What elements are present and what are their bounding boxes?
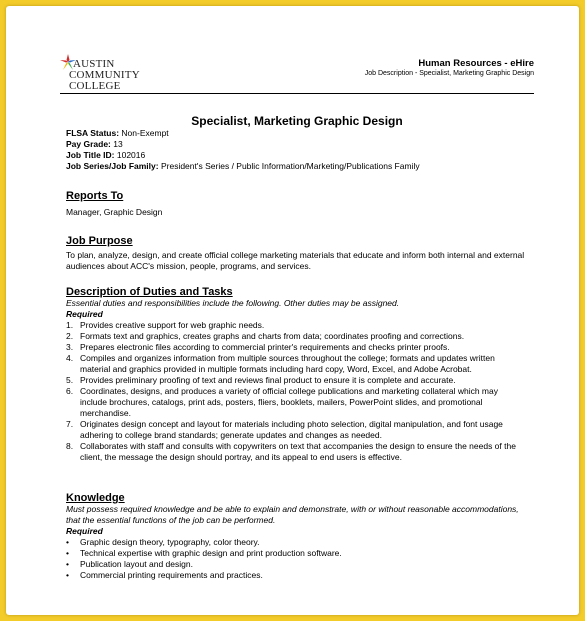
item-number: 7. xyxy=(66,419,74,429)
list-item xyxy=(66,441,526,463)
meta-row xyxy=(66,128,420,139)
item-text: Provides preliminary proofing of text and reviews final product to ensure it is complete and accurate. xyxy=(80,375,456,385)
knowledge-list xyxy=(66,537,526,581)
item-text: Provides creative support for web graphic needs. xyxy=(80,320,265,330)
bullet-icon: • xyxy=(66,570,69,580)
section-heading: Knowledge xyxy=(66,492,125,504)
required-label: Required xyxy=(66,309,103,319)
list-item xyxy=(66,559,526,570)
section-heading: Description of Duties and Tasks xyxy=(66,286,233,298)
meta-row xyxy=(66,150,420,161)
meta-row xyxy=(66,161,420,172)
meta-value: 13 xyxy=(113,139,123,149)
list-item xyxy=(66,353,526,375)
header-divider xyxy=(60,93,534,94)
meta-label: Pay Grade: xyxy=(66,139,111,149)
item-text: Collaborates with staff and consults with copywriters on text that accompanies the design to ensure the needs of the client, the message the design should portray, and its appeal to end users is effective. xyxy=(80,441,516,462)
duties-list xyxy=(66,320,526,463)
list-item xyxy=(66,570,526,581)
logo-line-1: AUSTIN xyxy=(73,58,115,70)
header-subtitle: Job Description - Specialist, Marketing Graphic Design xyxy=(364,70,534,77)
document-title: Specialist, Marketing Graphic Design xyxy=(191,114,403,128)
section-intro: Essential duties and responsibilities include the following. Other duties may be assigned. xyxy=(66,298,400,308)
meta-value: Non-Exempt xyxy=(121,128,169,138)
bullet-icon: • xyxy=(66,559,69,569)
section-duties xyxy=(66,286,526,463)
section-reports-to xyxy=(66,190,526,218)
list-item xyxy=(66,331,526,342)
item-number: 1. xyxy=(66,320,74,330)
job-meta xyxy=(66,128,420,172)
section-job-purpose xyxy=(66,235,526,272)
list-item xyxy=(66,419,526,441)
item-number: 5. xyxy=(66,375,74,385)
item-text: Compiles and organizes information from multiple sources throughout the college; formats and updates written material and graphics provided in multiple formats including hard copy, Word, Excel, and Adobe Acrobat. xyxy=(80,353,495,374)
item-text: Originates design concept and layout for materials including photo selection, digital manipulation, and font usage adhering to college brand standards; generate updates and changes as needed. xyxy=(80,419,503,440)
logo-line-2: COMMUNITY xyxy=(69,69,140,81)
meta-value: President's Series / Public Information/Marketing/Publications Family xyxy=(160,161,420,171)
meta-label: FLSA Status: xyxy=(66,128,120,138)
section-knowledge xyxy=(66,492,526,581)
item-text: Technical expertise with graphic design and print production software. xyxy=(80,548,342,558)
meta-label: Job Series/Job Family: xyxy=(66,161,159,171)
list-item xyxy=(66,537,526,548)
list-item xyxy=(66,548,526,559)
section-intro: Must possess required knowledge and be able to explain and demonstrate, with or without reasonable accommodations, that the essential functions of the job can be performed. xyxy=(66,504,519,525)
item-number: 4. xyxy=(66,353,74,363)
bullet-icon: • xyxy=(66,537,69,547)
item-text: Formats text and graphics, creates graphs and charts from data; coordinates proofing and corrections. xyxy=(80,331,465,341)
meta-label: Job Title ID: xyxy=(66,150,115,160)
section-heading: Reports To xyxy=(66,190,124,202)
item-text: Graphic design theory, typography, color theory. xyxy=(80,537,260,547)
section-text: To plan, analyze, design, and create official college marketing materials that educate and inform both internal and external audiences about ACC's mission, people, programs, and services. xyxy=(66,250,525,271)
section-heading: Job Purpose xyxy=(66,235,133,247)
item-text: Coordinates, designs, and produces a variety of official college publications and marketing collateral which may include brochures, catalogs, print ads, posters, fliers, booklets, mailers, PowerPoint slides, and promotional merchandise. xyxy=(80,386,498,418)
list-item xyxy=(66,320,526,331)
item-number: 2. xyxy=(66,331,74,341)
item-number: 6. xyxy=(66,386,74,396)
meta-value: 102016 xyxy=(116,150,146,160)
list-item xyxy=(66,386,526,419)
list-item xyxy=(66,342,526,353)
item-number: 8. xyxy=(66,441,74,451)
bullet-icon: • xyxy=(66,548,69,558)
logo-line-3: COLLEGE xyxy=(69,80,121,92)
meta-row xyxy=(66,139,420,150)
item-text: Prepares electronic files according to commercial printer's requirements and checks printer proofs. xyxy=(80,342,450,352)
item-number: 3. xyxy=(66,342,74,352)
section-text: Manager, Graphic Design xyxy=(66,207,163,217)
list-item xyxy=(66,375,526,386)
item-text: Commercial printing requirements and practices. xyxy=(80,570,263,580)
header-org: Human Resources - eHire xyxy=(418,58,534,69)
header-right xyxy=(365,58,534,77)
page-frame xyxy=(6,6,579,615)
required-label: Required xyxy=(66,526,103,536)
item-text: Publication layout and design. xyxy=(80,559,193,569)
